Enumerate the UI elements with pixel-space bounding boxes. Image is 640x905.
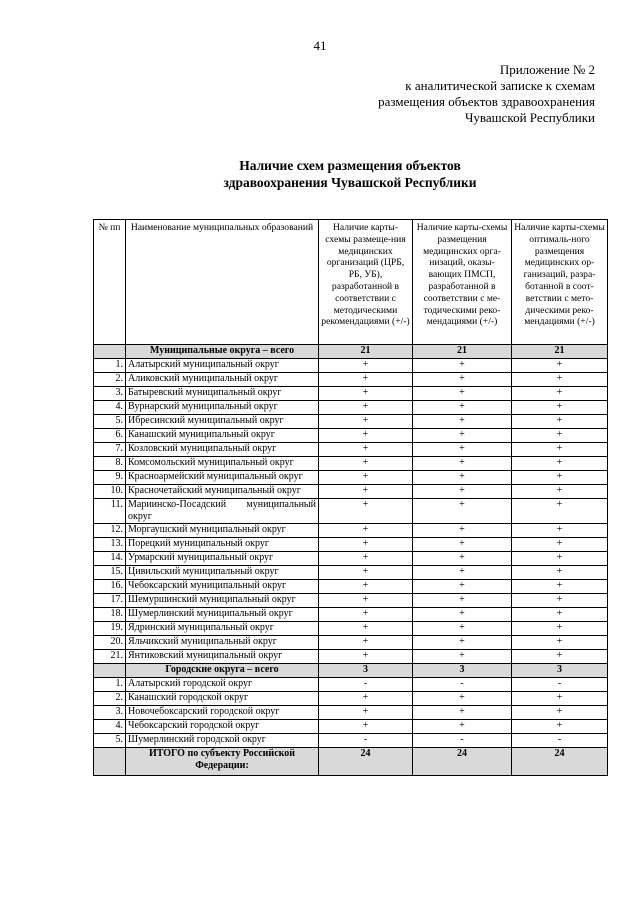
row-number: 2. [94,692,126,706]
table-row [94,636,608,650]
municipality-name: Порецкий муниципальный округ [126,538,319,552]
value-col3: + [512,594,608,608]
value-col3: 21 [512,345,608,359]
table-row [94,692,608,706]
value-col2: + [413,401,512,415]
table-row [94,499,608,524]
value-col1: - [319,734,413,748]
annex-caption [340,62,595,126]
value-col3: + [512,401,608,415]
table-row [94,552,608,566]
value-col3: 3 [512,664,608,678]
value-col1: + [319,443,413,457]
municipality-name: Мариинско-Посадский муниципальный округ [126,499,319,524]
value-col2: + [413,457,512,471]
row-number: 5. [94,415,126,429]
annex-line: размещения объектов здравоохранения [378,94,595,109]
row-number: 6. [94,429,126,443]
row-number: 7. [94,443,126,457]
value-col1: 21 [319,345,413,359]
value-col3: + [512,720,608,734]
value-col2: + [413,650,512,664]
row-number: 8. [94,457,126,471]
municipality-name: Ибресинский муниципальный округ [126,415,319,429]
value-col3: + [512,524,608,538]
row-number: 3. [94,706,126,720]
value-col3: + [512,471,608,485]
value-col1: 24 [319,748,413,776]
value-col2: + [413,566,512,580]
value-col2: + [413,622,512,636]
value-col2: + [413,471,512,485]
row-number [94,345,126,359]
row-number: 5. [94,734,126,748]
table-row [94,387,608,401]
municipality-name: Урмарский муниципальный округ [126,552,319,566]
value-col1: + [319,415,413,429]
value-col2: + [413,692,512,706]
value-col3: + [512,706,608,720]
table-row [94,485,608,499]
value-col1: - [319,678,413,692]
table-row [94,524,608,538]
municipality-name: Чебоксарский городской округ [126,720,319,734]
municipality-name: Вурнарский муниципальный округ [126,401,319,415]
value-col1: + [319,524,413,538]
value-col3: + [512,359,608,373]
municipality-name: Яльчикский муниципальный округ [126,636,319,650]
header-col1: Наличие карты-схемы размеще-ния медицинских организаций (ЦРБ, РБ, УБ), разработанной в соответствии с методическими рекомендациями (+/-) [319,220,413,345]
value-col2: 21 [413,345,512,359]
header-name: Наименование муниципальных образований [126,220,319,345]
value-col2: + [413,720,512,734]
municipality-name: Ядринский муниципальный округ [126,622,319,636]
document-title [0,157,640,191]
row-number: 18. [94,608,126,622]
row-number: 15. [94,566,126,580]
value-col1: 3 [319,664,413,678]
value-col3: + [512,692,608,706]
value-col2: + [413,608,512,622]
row-number: 16. [94,580,126,594]
row-number: 10. [94,485,126,499]
value-col1: + [319,538,413,552]
row-number: 11. [94,499,126,524]
value-col1: + [319,650,413,664]
municipality-name: Красночетайский муниципальный округ [126,485,319,499]
value-col3: + [512,552,608,566]
value-col1: + [319,401,413,415]
value-col2: + [413,485,512,499]
value-col3: + [512,429,608,443]
section-name: Муниципальные округа – всего [126,345,319,359]
table-row [94,706,608,720]
municipality-name: Комсомольский муниципальный округ [126,457,319,471]
row-number [94,664,126,678]
table-row [94,650,608,664]
municipality-name: Красноармейский муниципальный округ [126,471,319,485]
table-row [94,608,608,622]
header-col3: Наличие карты-схемы оптималь-ного размещения медицинских ор-ганизаций, разра-ботанной в соот-ветствии с мето-дическими реко-мендациями (+/-) [512,220,608,345]
value-col2: 24 [413,748,512,776]
municipality-name: Батыревский муниципальный округ [126,387,319,401]
municipality-name: Шумерлинский муниципальный округ [126,608,319,622]
annex-line: Чувашской Республики [464,110,595,125]
municipality-name: Шумерлинский городской округ [126,734,319,748]
value-col1: + [319,636,413,650]
value-col3: + [512,415,608,429]
value-col2: + [413,524,512,538]
value-col3: + [512,622,608,636]
municipality-name: Цивильский муниципальный округ [126,566,319,580]
value-col1: + [319,471,413,485]
table-row [94,401,608,415]
value-col1: + [319,387,413,401]
value-col3: + [512,580,608,594]
value-col1: + [319,720,413,734]
value-col1: + [319,359,413,373]
municipality-name: Аликовский муниципальный округ [126,373,319,387]
value-col3: + [512,457,608,471]
row-number: 4. [94,720,126,734]
page-number: 41 [313,38,327,53]
title-line: здравоохранения Чувашской Республики [223,175,477,190]
table-row [94,566,608,580]
value-col1: + [319,594,413,608]
value-col3: + [512,608,608,622]
value-col2: + [413,580,512,594]
row-number: 9. [94,471,126,485]
value-col2: - [413,678,512,692]
value-col1: + [319,429,413,443]
municipality-name: Канашский городской округ [126,692,319,706]
table-row [94,359,608,373]
value-col1: + [319,457,413,471]
value-col3: + [512,538,608,552]
table-row [94,538,608,552]
table-row [94,720,608,734]
municipality-name: Алатырский городской округ [126,678,319,692]
value-col1: + [319,706,413,720]
municipality-name: Шемуршинский муниципальный округ [126,594,319,608]
value-col2: + [413,538,512,552]
value-col3: + [512,373,608,387]
value-col1: + [319,622,413,636]
value-col3: + [512,636,608,650]
value-col1: + [319,485,413,499]
row-number: 14. [94,552,126,566]
value-col2: + [413,706,512,720]
row-number: 1. [94,359,126,373]
value-col2: + [413,387,512,401]
value-col1: + [319,566,413,580]
municipality-name: Козловский муниципальный округ [126,443,319,457]
value-col3: 24 [512,748,608,776]
row-number: 2. [94,373,126,387]
section-summary-row [94,664,608,678]
value-col2: + [413,499,512,524]
value-col3: + [512,650,608,664]
row-number: 20. [94,636,126,650]
section-summary-row [94,345,608,359]
value-col3: + [512,499,608,524]
value-col1: + [319,580,413,594]
table-row [94,415,608,429]
row-number: 19. [94,622,126,636]
table-row [94,457,608,471]
table-row [94,580,608,594]
value-col2: + [413,415,512,429]
value-col2: + [413,552,512,566]
row-number: 1. [94,678,126,692]
value-col1: + [319,692,413,706]
value-col2: + [413,636,512,650]
health-schemes-table [93,219,608,776]
municipality-name: Новочебоксарский городской округ [126,706,319,720]
table-row [94,429,608,443]
municipality-name: Канашский муниципальный округ [126,429,319,443]
value-col1: + [319,373,413,387]
table-row [94,471,608,485]
total-label: ИТОГО по субъекту Российской Федерации: [126,748,319,776]
header-col2: Наличие карты-схемы размещения медицинских орга-низаций, оказы-вающих ПМСП, разработанной в соответствии с ме-тодическими реко-мендациями (+/-) [413,220,512,345]
value-col1: + [319,499,413,524]
table-row [94,594,608,608]
value-col3: + [512,566,608,580]
table-row [94,678,608,692]
municipality-name: Чебоксарский муниципальный округ [126,580,319,594]
value-col2: + [413,594,512,608]
value-col3: + [512,485,608,499]
row-number: 12. [94,524,126,538]
value-col2: + [413,359,512,373]
value-col1: + [319,608,413,622]
table-row [94,373,608,387]
value-col2: 3 [413,664,512,678]
value-col3: + [512,443,608,457]
total-row [94,748,608,776]
municipality-name: Янтиковский муниципальный округ [126,650,319,664]
value-col2: - [413,734,512,748]
row-number: 3. [94,387,126,401]
row-number: 13. [94,538,126,552]
value-col3: + [512,387,608,401]
header-num: № пп [94,220,126,345]
value-col2: + [413,373,512,387]
value-col1: + [319,552,413,566]
table-row [94,622,608,636]
municipality-name: Алатырский муниципальный округ [126,359,319,373]
value-col3: - [512,734,608,748]
section-name: Городские округа – всего [126,664,319,678]
row-number: 4. [94,401,126,415]
annex-line: Приложение № 2 [499,62,595,77]
value-col2: + [413,429,512,443]
value-col3: - [512,678,608,692]
row-number: 17. [94,594,126,608]
municipality-name: Моргаушский муниципальный округ [126,524,319,538]
table-body [94,345,608,776]
row-number [94,748,126,776]
table-row [94,734,608,748]
annex-line: к аналитической записке к схемам [405,78,595,93]
title-line: Наличие схем размещения объектов [239,158,461,173]
row-number: 21. [94,650,126,664]
table-row [94,443,608,457]
value-col2: + [413,443,512,457]
